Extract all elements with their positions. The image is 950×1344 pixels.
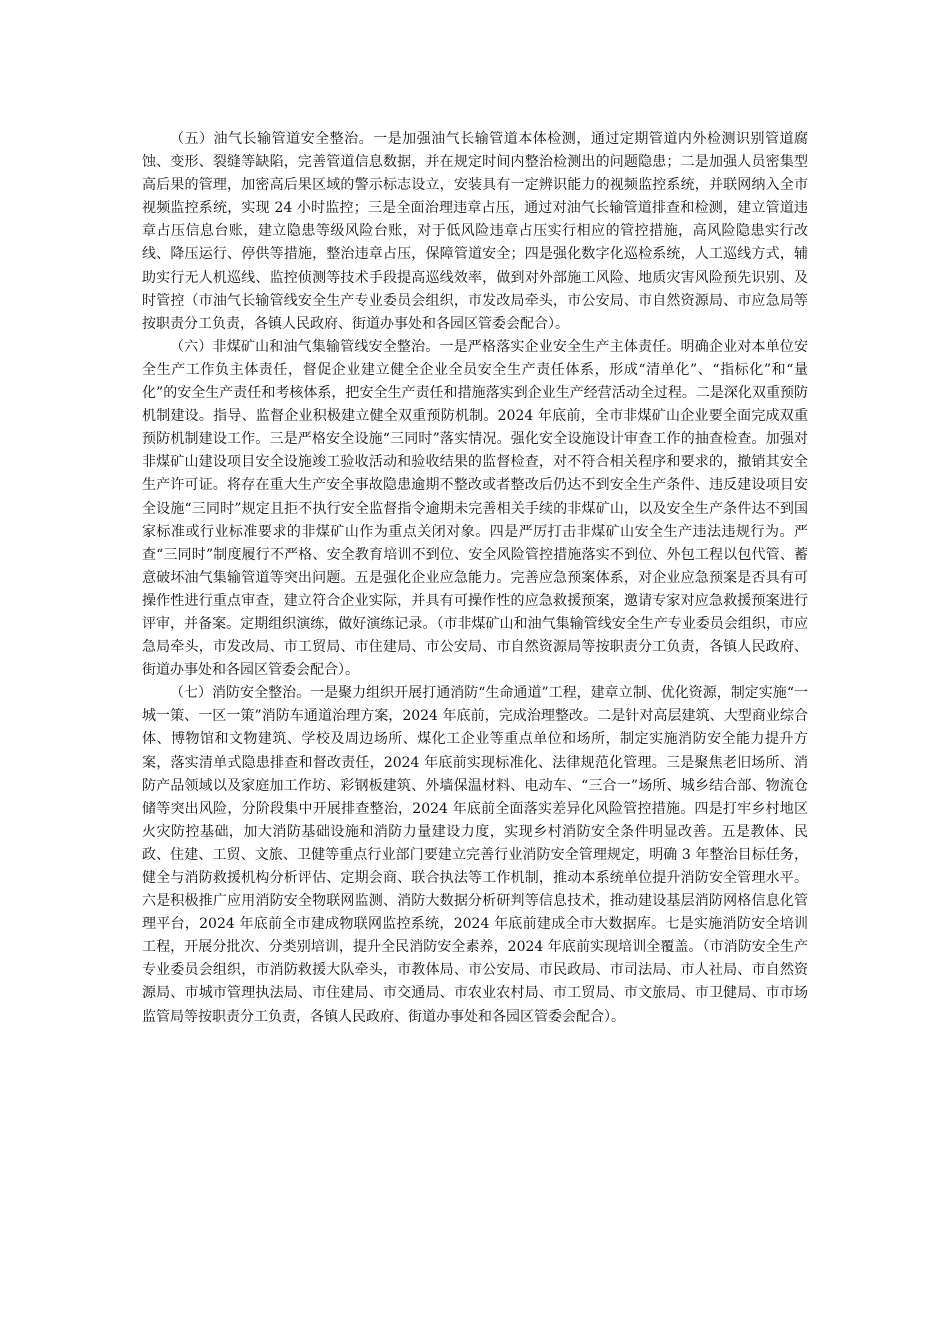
- paragraph-non-coal-mine-safety: （六）非煤矿山和油气集输管线安全整治。一是严格落实企业安全生产主体责任。明确企业对本单位安全生产工作负主体责任，督促企业建立健全企业全员安全生产责任体系，形成“清单化”、“指标化”和“量化”的安全生产责任和考核体系，把安全生产责任和措施落实到企业生产经营活动全过程。二是深化双重预防机制建设。指导、监督企业积极建立健全双重预防机制。2024 年底前，全市非煤矿山企业要全面完成双重预防机制建设工作。三是严格安全设施“三同时”落实情况。强化安全设施设计审查工作的抽查检查。加强对非煤矿山建设项目安全设施竣工验收活动和验收结果的监督检查，对不符合相关程序和要求的，撤销其安全生产许可证。将存在重大生产安全事故隐患逾期不整改或者整改后仍达不到安全生产条件、违反建设项目安全设施“三同时”规定且拒不执行安全监督指令逾期未完善相关手续的非煤矿山，以及安全生产条件达不到国家标准或行业标准要求的非煤矿山作为重点关闭对象。四是严厉打击非煤矿山安全生产违法违规行为。严查“三同时”制度履行不严格、安全教育培训不到位、安全风险管控措施落实不到位、外包工程以包代管、蓄意破坏油气集输管道等突出问题。五是强化企业应急能力。完善应急预案体系，对企业应急预案是否具有可操作性进行重点审查，建立符合企业实际，并具有可操作性的应急救援预案，邀请专家对应急救援预案进行评审，并备案。定期组织演练，做好演练记录。（市非煤矿山和油气集输管线安全生产专业委员会组织，市应急局牵头，市发改局、市工贸局、市住建局、市公安局、市自然资源局等按职责分工负责，各镇人民政府、街道办事处和各园区管委会配合）。: [142, 338, 808, 679]
- paragraph-pipeline-safety: （五）油气长输管道安全整治。一是加强油气长输管道本体检测，通过定期管道内外检测识别管道腐蚀、变形、裂缝等缺陷，完善管道信息数据，并在规定时间内整治检测出的问题隐患；二是加强人员密集型高后果的管理，加密高后果区域的警示标志设立，安装具有一定辨识能力的视频监控系统，并联网纳入全市视频监控系统，实现 24 小时监控；三是全面治理违章占压，通过对油气长输管道排查和检测，建立管道违章占压信息台账，建立隐患等级风险台账，对于低风险违章占压实行相应的管控措施，高风险隐患实行改线、降压运行、停供等措施，整治违章占压，保障管道安全；四是强化数字化巡检系统，人工巡线方式，辅助实行无人机巡线、监控侦测等技术手段提高巡线效率，做到对外部施工风险、地质灾害风险预先识别、及时管控（市油气长输管线安全生产专业委员会组织，市发改局牵头，市公安局、市自然资源局、市应急局等按职责分工负责，各镇人民政府、街道办事处和各园区管委会配合）。: [142, 131, 808, 332]
- document-page: [142, 128, 808, 1029]
- paragraph-fire-safety: （七）消防安全整治。一是聚力组织开展打通消防“生命通道”工程，建章立制、优化资源，制定实施“一城一策、一区一策”消防车通道治理方案，2024 年底前，完成治理整改。二是针对高层建筑、大型商业综合体、博物馆和文物建筑、学校及周边场所、煤化工企业等重点单位和场所，制定实施消防安全能力提升方案，落实清单式隐患排查和督改责任，2024 年底前实现标准化、法律规范化管理。三是聚焦老旧场所、消防产品领域以及家庭加工作坊、彩钢板建筑、外墙保温材料、电动车、“三合一”场所、城乡结合部、物流仓储等突出风险，分阶段集中开展排查整治，2024 年底前全面落实差异化风险管控措施。四是打牢乡村地区火灾防控基础，加大消防基础设施和消防力量建设力度，实现乡村消防安全条件明显改善。五是教体、民政、住建、工贸、文旅、卫健等重点行业部门要建立完善行业消防安全管理规定，明确 3 年整治目标任务，健全与消防救援机构分析评估、定期会商、联合执法等工作机制，推动本系统单位提升消防安全管理水平。六是积极推广应用消防安全物联网监测、消防大数据分析研判等信息技术，推动建设基层消防网格信息化管理平台，2024 年底前全市建成物联网监控系统，2024 年底前建成全市大数据库。七是实施消防安全培训工程，开展分批次、分类别培训，提升全民消防安全素养，2024 年底前实现培训全覆盖。（市消防安全生产专业委员会组织，市消防救援大队牵头，市教体局、市公安局、市民政局、市司法局、市人社局、市自然资源局、市城市管理执法局、市住建局、市交通局、市农业农村局、市工贸局、市文旅局、市卫健局、市市场监管局等按职责分工负责，各镇人民政府、街道办事处和各园区管委会配合）。: [142, 685, 808, 1025]
